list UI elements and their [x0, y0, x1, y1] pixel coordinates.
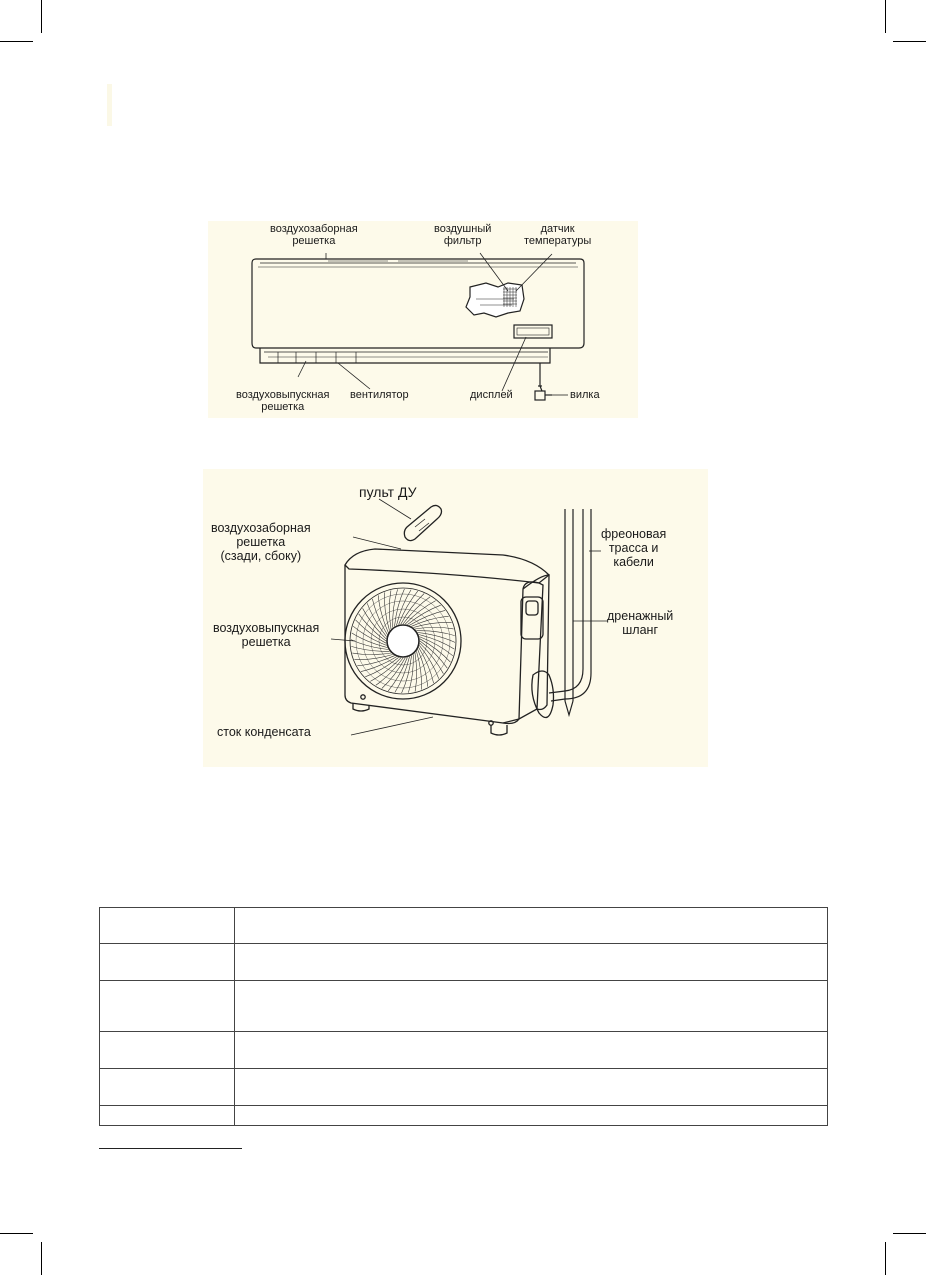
label-drain-hose: дренажный шланг [607, 609, 674, 637]
table-cell [235, 908, 828, 944]
table-cell [100, 908, 235, 944]
label-intake-grille-outdoor: воздухозаборная решетка (сзади, сбоку) [211, 521, 311, 563]
crop-mark [41, 1242, 42, 1275]
table-cell [100, 1069, 235, 1106]
label-outlet-grille-outdoor: воздуховыпускная решетка [213, 621, 320, 649]
table-row [100, 1069, 828, 1106]
table-row [100, 1032, 828, 1069]
label-display: дисплей [470, 389, 513, 401]
label-intake-grille: воздухозаборная решетка [270, 223, 358, 247]
label-fan: вентилятор [350, 389, 409, 401]
label-temperature-sensor: датчик температуры [524, 223, 592, 247]
table-row [100, 981, 828, 1032]
table-cell [100, 981, 235, 1032]
crop-mark [885, 0, 886, 33]
margin-marker [107, 84, 112, 126]
table-cell [100, 1032, 235, 1069]
label-outlet-grille: воздуховыпускная решетка [236, 389, 330, 413]
crop-mark [893, 41, 926, 42]
crop-mark [885, 1242, 886, 1275]
table-cell [100, 1106, 235, 1126]
table-row [100, 908, 828, 944]
label-air-filter: воздушный фильтр [434, 223, 492, 247]
table-cell [100, 944, 235, 981]
spec-table [99, 907, 828, 1126]
table-cell [235, 981, 828, 1032]
crop-mark [893, 1233, 926, 1234]
label-plug: вилка [570, 389, 600, 401]
table-cell [235, 1069, 828, 1106]
label-condensate-drain: сток конденсата [217, 725, 311, 739]
crop-mark [41, 0, 42, 33]
label-remote-control: пульт ДУ [359, 484, 417, 500]
outdoor-unit-figure [203, 469, 708, 767]
indoor-unit-figure [208, 221, 638, 418]
table-row [100, 944, 828, 981]
table-cell [235, 944, 828, 981]
table-cell [235, 1106, 828, 1126]
label-freon-line: фреоновая трасса и кабели [601, 527, 667, 569]
crop-mark [0, 41, 33, 42]
footnote-separator [99, 1148, 242, 1149]
crop-mark [0, 1233, 33, 1234]
table-row [100, 1106, 828, 1126]
table-cell [235, 1032, 828, 1069]
